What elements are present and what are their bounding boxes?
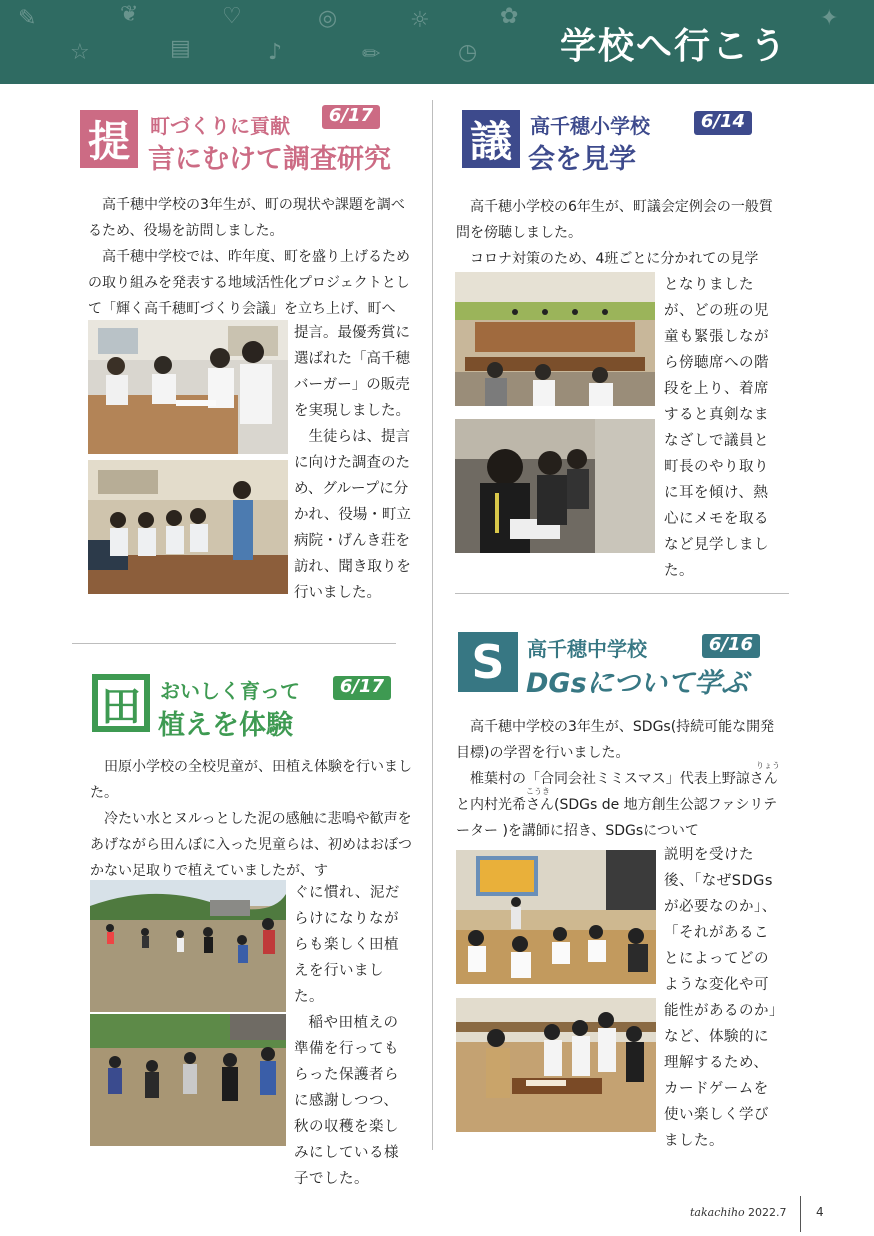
date-badge: 6/16 <box>702 634 760 658</box>
pencil-doodle-icon: ✎ <box>18 6 37 31</box>
book-doodle-icon: ▤ <box>170 36 191 61</box>
paragraph: 稲や田植えの準備を行ってもらった保護者らに感謝しつつ、秋の収穫を楽しみにしている様子でした。 <box>294 1015 399 1187</box>
footer-separator <box>800 1196 801 1232</box>
clock-doodle-icon: ◷ <box>458 40 478 65</box>
heading-kanji: 議 <box>462 110 520 168</box>
row-divider-right <box>455 593 789 594</box>
article-body-side <box>294 320 416 606</box>
paragraph: 提言。最優秀賞に選ばれた「高千穂バーガー」の販売を実現しました。 <box>294 325 410 419</box>
heading-main: DGsについて学ぶ <box>526 668 749 699</box>
star-doodle-icon: ☆ <box>70 40 90 65</box>
heading-kanji: 田 <box>92 674 150 732</box>
music-doodle-icon: ♪ <box>268 40 283 65</box>
heading-main: 会を見学 <box>528 144 636 175</box>
paragraph: となりましたが、どの班の児童も緊張しながら傍聴席への階段を上り、着席すると真剣なまなざしで議員と町長のやり取りに耳を傾け、熱心にメモを取るなど見学しました。 <box>664 277 769 579</box>
paragraph: ぐに慣れ、泥だらけになりながらも楽しく田植えを行いました。 <box>294 885 400 1005</box>
article-body-top <box>456 714 778 844</box>
paragraph: 椎葉村の「合同会社ミミスマス」代表上野諒さんと内村光希さん(SDGs de 地方創生公認ファシリテーター )を講師に招き、SDGsについて <box>456 771 778 839</box>
ruby-reading: こうき <box>526 787 550 796</box>
heading-sub: 高千穂小学校 <box>530 114 650 138</box>
date-badge: 6/17 <box>322 105 380 129</box>
paragraph: 高千穂中学校の3年生が、町の現状や課題を調べるため、役場を訪問しました。 <box>88 197 405 239</box>
photo-taking-notes <box>455 419 655 553</box>
photo-planting-rice <box>90 1014 286 1146</box>
paragraph: 高千穂小学校の6年生が、町議会定例会の一般質問を傍聴しました。 <box>456 199 773 241</box>
sun-doodle-icon: ☼ <box>410 8 430 33</box>
photo-office-desk <box>88 320 288 454</box>
banner-title: 学校へ行こう <box>559 26 788 67</box>
article-body-side <box>294 880 412 1192</box>
paragraph: 高千穂中学校の3年生が、SDGs(持続可能な開発目標)の学習を行いました。 <box>456 719 775 761</box>
paragraph: 生徒らは、提言に向けた調査のため、グループに分かれ、役場・町立病院・げんき荘を訪れ、聞き取りを行いました。 <box>294 429 411 601</box>
heading-main: 植えを体験 <box>158 710 293 741</box>
date-badge: 6/14 <box>694 111 752 135</box>
article-body-side <box>664 272 782 584</box>
footer-brand: takachiho <box>690 1206 745 1219</box>
article-body-top <box>456 194 781 272</box>
ruby-reading: りょう <box>756 761 780 770</box>
heading-sub: 町づくりに貢献 <box>150 114 290 138</box>
heading-sub: おいしく育って <box>160 679 300 703</box>
paragraph: コロナ対策のため、4班ごとに分かれての見学 <box>470 251 759 267</box>
globe-doodle-icon: ◎ <box>318 6 338 31</box>
photo-assembly-hall <box>455 272 655 406</box>
paragraph: 説明を受けた後、「なぜSDGsが必要なのか」、「それがあることによってどのような変化や可能性があるのか」など、体験的に理解するため、カードゲームを使い楽しく学びました。 <box>664 847 777 1149</box>
photo-hospital-lobby <box>88 460 288 594</box>
date-badge: 6/17 <box>333 676 391 700</box>
leaf-doodle-icon: ❦ <box>120 2 139 27</box>
page-number: 4 <box>816 1205 824 1219</box>
photo-rice-paddy <box>90 880 286 1012</box>
heart-doodle-icon: ♡ <box>222 4 242 29</box>
row-divider-left <box>72 643 396 644</box>
photo-gym-lecture <box>456 850 656 984</box>
footer-issue-date: 2022.7 <box>748 1206 787 1219</box>
heading-sub: 高千穂中学校 <box>527 637 647 661</box>
heading-main: 言にむけて調査研究 <box>148 144 391 175</box>
column-divider <box>432 100 433 1150</box>
article-body-side <box>664 842 782 1154</box>
header-banner <box>0 0 874 84</box>
article-body-top <box>88 192 413 322</box>
photo-card-game <box>456 998 656 1132</box>
heading-kanji: S <box>458 632 518 692</box>
pencil-doodle-icon: ✏ <box>362 42 381 67</box>
flower-doodle-icon: ✿ <box>500 4 519 29</box>
paragraph: 高千穂中学校では、昨年度、町を盛り上げるための取り組みを発表する地域活性化プロジェクトとして「輝く高千穂町づくり会議」を立ち上げ、町へ <box>88 249 410 317</box>
paragraph: 田原小学校の全校児童が、田植え体験を行いました。 <box>90 759 412 801</box>
paragraph: 冷たい水とヌルっとした泥の感触に悲鳴や歓声をあげながら田んぼに入った児童らは、初めはおぼつかない足取りで植えていましたが、す <box>90 811 412 879</box>
article-body-top <box>90 754 412 884</box>
heading-kanji: 提 <box>80 110 138 168</box>
star-doodle-icon: ✦ <box>820 6 839 31</box>
